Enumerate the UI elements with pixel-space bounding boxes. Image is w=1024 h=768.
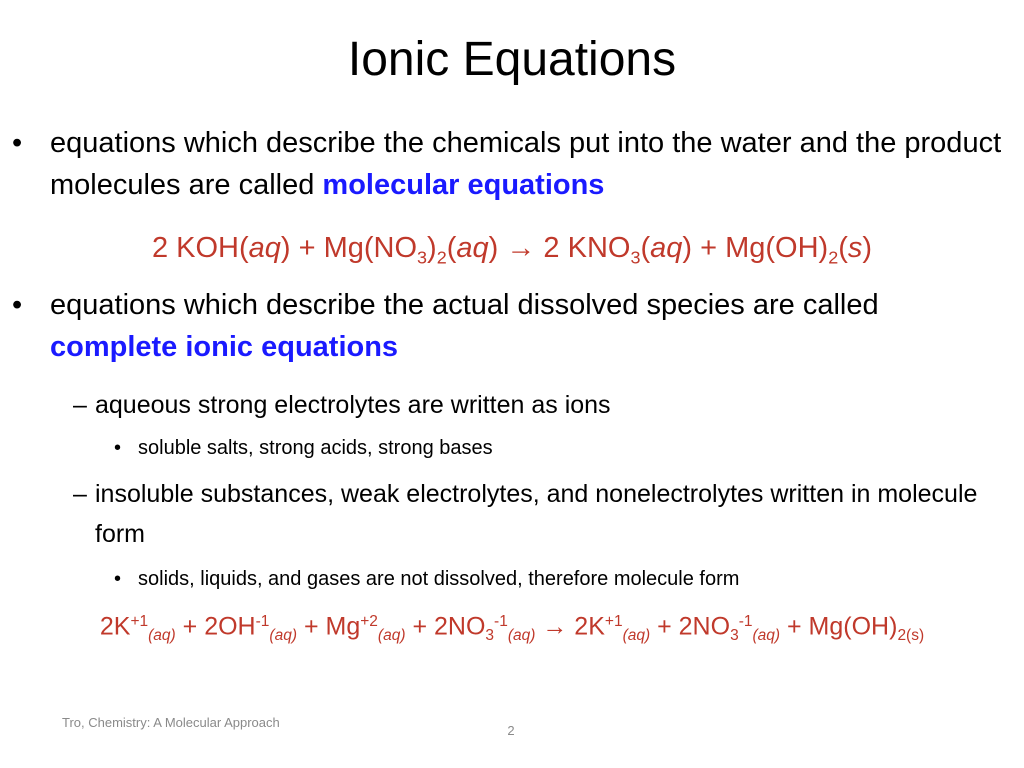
bullet-complete-ionic-equations bbox=[12, 284, 1010, 368]
reaction-arrow-icon: → bbox=[542, 612, 568, 641]
bullet-dot-icon: • bbox=[114, 568, 122, 590]
bullet-dot-icon: • bbox=[114, 437, 122, 459]
bullet-dot-icon: • bbox=[12, 289, 23, 321]
bullet-molecular-equations bbox=[12, 122, 1010, 206]
bullet-text: equations which describe the chemicals put into the water and the product molecules are called bbox=[50, 127, 1002, 201]
footer-source: Tro, Chemistry: A Molecular Approach bbox=[62, 715, 280, 730]
dash-icon: – bbox=[73, 480, 87, 508]
molecular-equation: 2 $KOH(aq) + Mg(NO_3)_2(aq) \to 2$ $KNO_3(aq) + Mg(OH)_2(s)$ bbox=[151, 232, 873, 268]
term-complete-ionic-equations: complete ionic equations bbox=[50, 331, 399, 363]
complete-ionic-equation: $2K^{+1}_{(aq)} + 2OH^{-1}_{(aq)} + Mg^{+2}_{(aq)} + 2NO_3^{-1}_{(aq)} \to 2K^{+1}_{(aq)} + 2NO_3^{-1}_{(aq)} + Mg(OH)_{2(s)}$ bbox=[99, 612, 925, 644]
dash-icon: – bbox=[73, 391, 87, 419]
sub-bullet-insoluble: – insoluble substances, weak electrolytes, and nonelectrolytes written in molecule form bbox=[95, 474, 995, 554]
sub-bullet-aqueous: – aqueous strong electrolytes are written as ions bbox=[95, 385, 995, 425]
sub-sub-bullet-solids: • solids, liquids, and gases are not dissolved, therefore molecule form bbox=[138, 564, 998, 594]
sub-sub-bullet-soluble: • soluble salts, strong acids, strong bases bbox=[138, 433, 998, 463]
bullet-dot-icon: • bbox=[12, 127, 23, 159]
slide-title: Ionic Equations bbox=[347, 33, 677, 86]
page-number: 2 bbox=[507, 723, 515, 738]
bullet-text: equations which describe the actual dissolved species are called bbox=[50, 289, 879, 321]
term-molecular-equations: molecular equations bbox=[322, 169, 605, 201]
reaction-arrow-icon: → bbox=[506, 232, 536, 264]
